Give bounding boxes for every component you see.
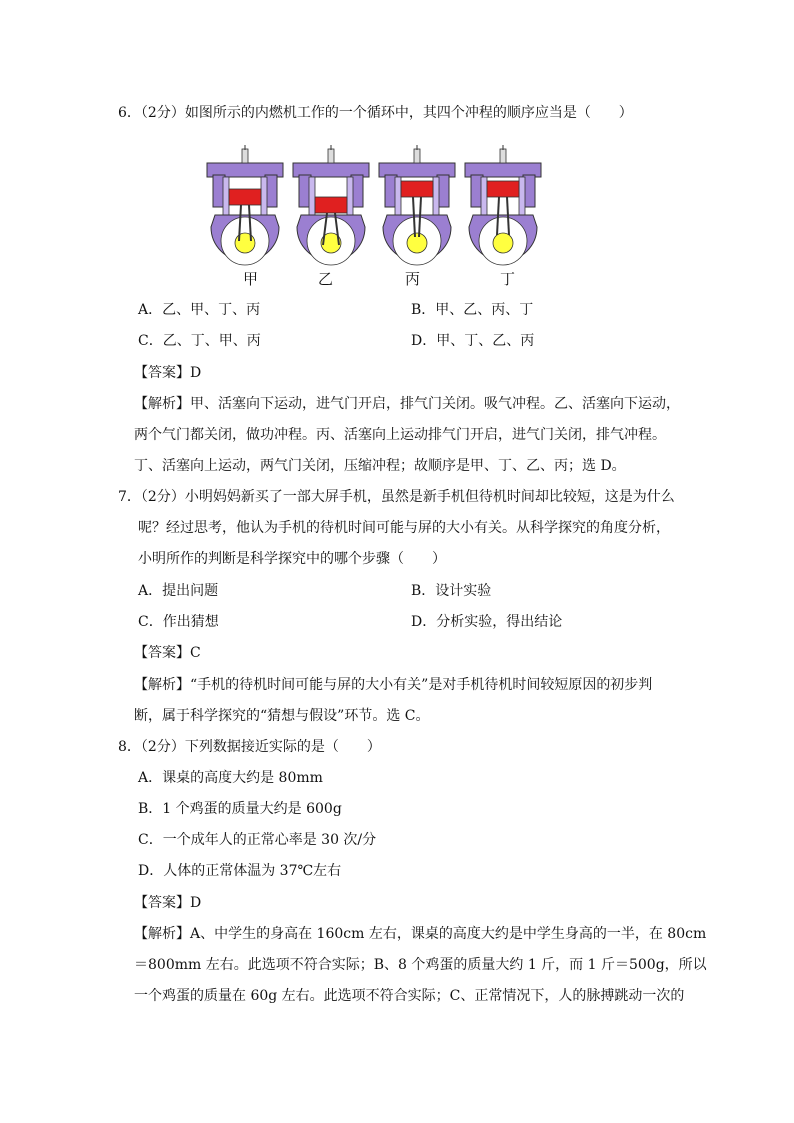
- engine-strokes-figure: [205, 145, 545, 275]
- q6-analysis-line-2: 两个气门都关闭，做功冲程。丙、活塞向上运动排气门开启，进气门关闭，排气冲程。: [134, 427, 666, 443]
- q7-option-d[interactable]: D．分析实验，得出结论: [411, 614, 563, 630]
- q7-answer: 【答案】C: [134, 645, 201, 661]
- q8-stem: 8．（2分）下列数据接近实际的是（ ）: [118, 739, 381, 755]
- q8-analysis-line-1: 【解析】A、中学生的身高在 160cm 左右，课桌的高度大约是中学生身高的一半，在 80cm: [134, 926, 707, 942]
- q7-option-a[interactable]: A．提出问题: [138, 583, 219, 599]
- q7-analysis-line-1: 【解析】“手机的待机时间可能与屏的大小有关”是对手机待机时间较短原因的初步判: [134, 677, 653, 693]
- q7-stem-line-1: 7．（2分）小明妈妈新买了一部大屏手机，虽然是新手机但待机时间却比较短，这是为什么: [118, 489, 675, 505]
- q8-option-d[interactable]: D．人体的正常体温为 37℃左右: [138, 863, 342, 879]
- q6-analysis-line-1: 【解析】甲、活塞向下运动，进气门开启，排气门关闭。吸气冲程。乙、活塞向下运动，: [134, 396, 680, 412]
- q6-stem: 6．（2分）如图所示的内燃机工作的一个循环中，其四个冲程的顺序应当是（ ）: [118, 105, 633, 121]
- q6-option-d[interactable]: D．甲、丁、乙、丙: [411, 333, 535, 349]
- q8-option-b[interactable]: B．1 个鸡蛋的质量大约是 600g: [138, 801, 342, 817]
- q7-stem-line-2: 呢？经过思考，他认为手机的待机时间可能与屏的大小有关。从科学探究的角度分析，: [138, 520, 670, 536]
- engine-bing: [379, 145, 455, 265]
- figure-label-bing: 丙: [405, 270, 421, 288]
- q8-option-c[interactable]: C．一个成年人的正常心率是 30 次/分: [138, 832, 377, 848]
- figure-label-yi: 乙: [318, 270, 334, 288]
- figure-label-jia: 甲: [243, 270, 259, 288]
- q7-stem-line-3: 小明所作的判断是科学探究中的哪个步骤（ ）: [138, 551, 446, 567]
- q7-option-c[interactable]: C．作出猜想: [138, 614, 219, 630]
- q6-answer: 【答案】D: [134, 365, 202, 381]
- q8-analysis-line-3: 一个鸡蛋的质量在 60g 左右。此选项不符合实际；C、正常情况下，人的脉搏跳动一次的: [134, 988, 685, 1004]
- q6-analysis-line-3: 丁、活塞向上运动，两气门关闭，压缩冲程；故顺序是甲、丁、乙、丙；选 D。: [134, 458, 626, 474]
- q8-answer: 【答案】D: [134, 895, 202, 911]
- figure-label-ding: 丁: [500, 270, 516, 288]
- engine-jia: [207, 145, 283, 265]
- q8-option-a[interactable]: A．课桌的高度大约是 80mm: [138, 770, 323, 786]
- engine-ding: [465, 145, 541, 265]
- engine-yi: [293, 145, 369, 265]
- q6-option-c[interactable]: C．乙、丁、甲、丙: [138, 333, 261, 349]
- q7-analysis-line-2: 断，属于科学探究的“猜想与假设”环节。选 C。: [134, 708, 430, 724]
- q7-option-b[interactable]: B．设计实验: [411, 583, 492, 599]
- q8-analysis-line-2: ＝800mm 左右。此选项不符合实际；B、8 个鸡蛋的质量大约 1 斤，而 1 斤＝500g，所以: [134, 957, 707, 973]
- q6-option-b[interactable]: B．甲、乙、丙、丁: [411, 302, 534, 318]
- q6-option-a[interactable]: A．乙、甲、丁、丙: [138, 302, 261, 318]
